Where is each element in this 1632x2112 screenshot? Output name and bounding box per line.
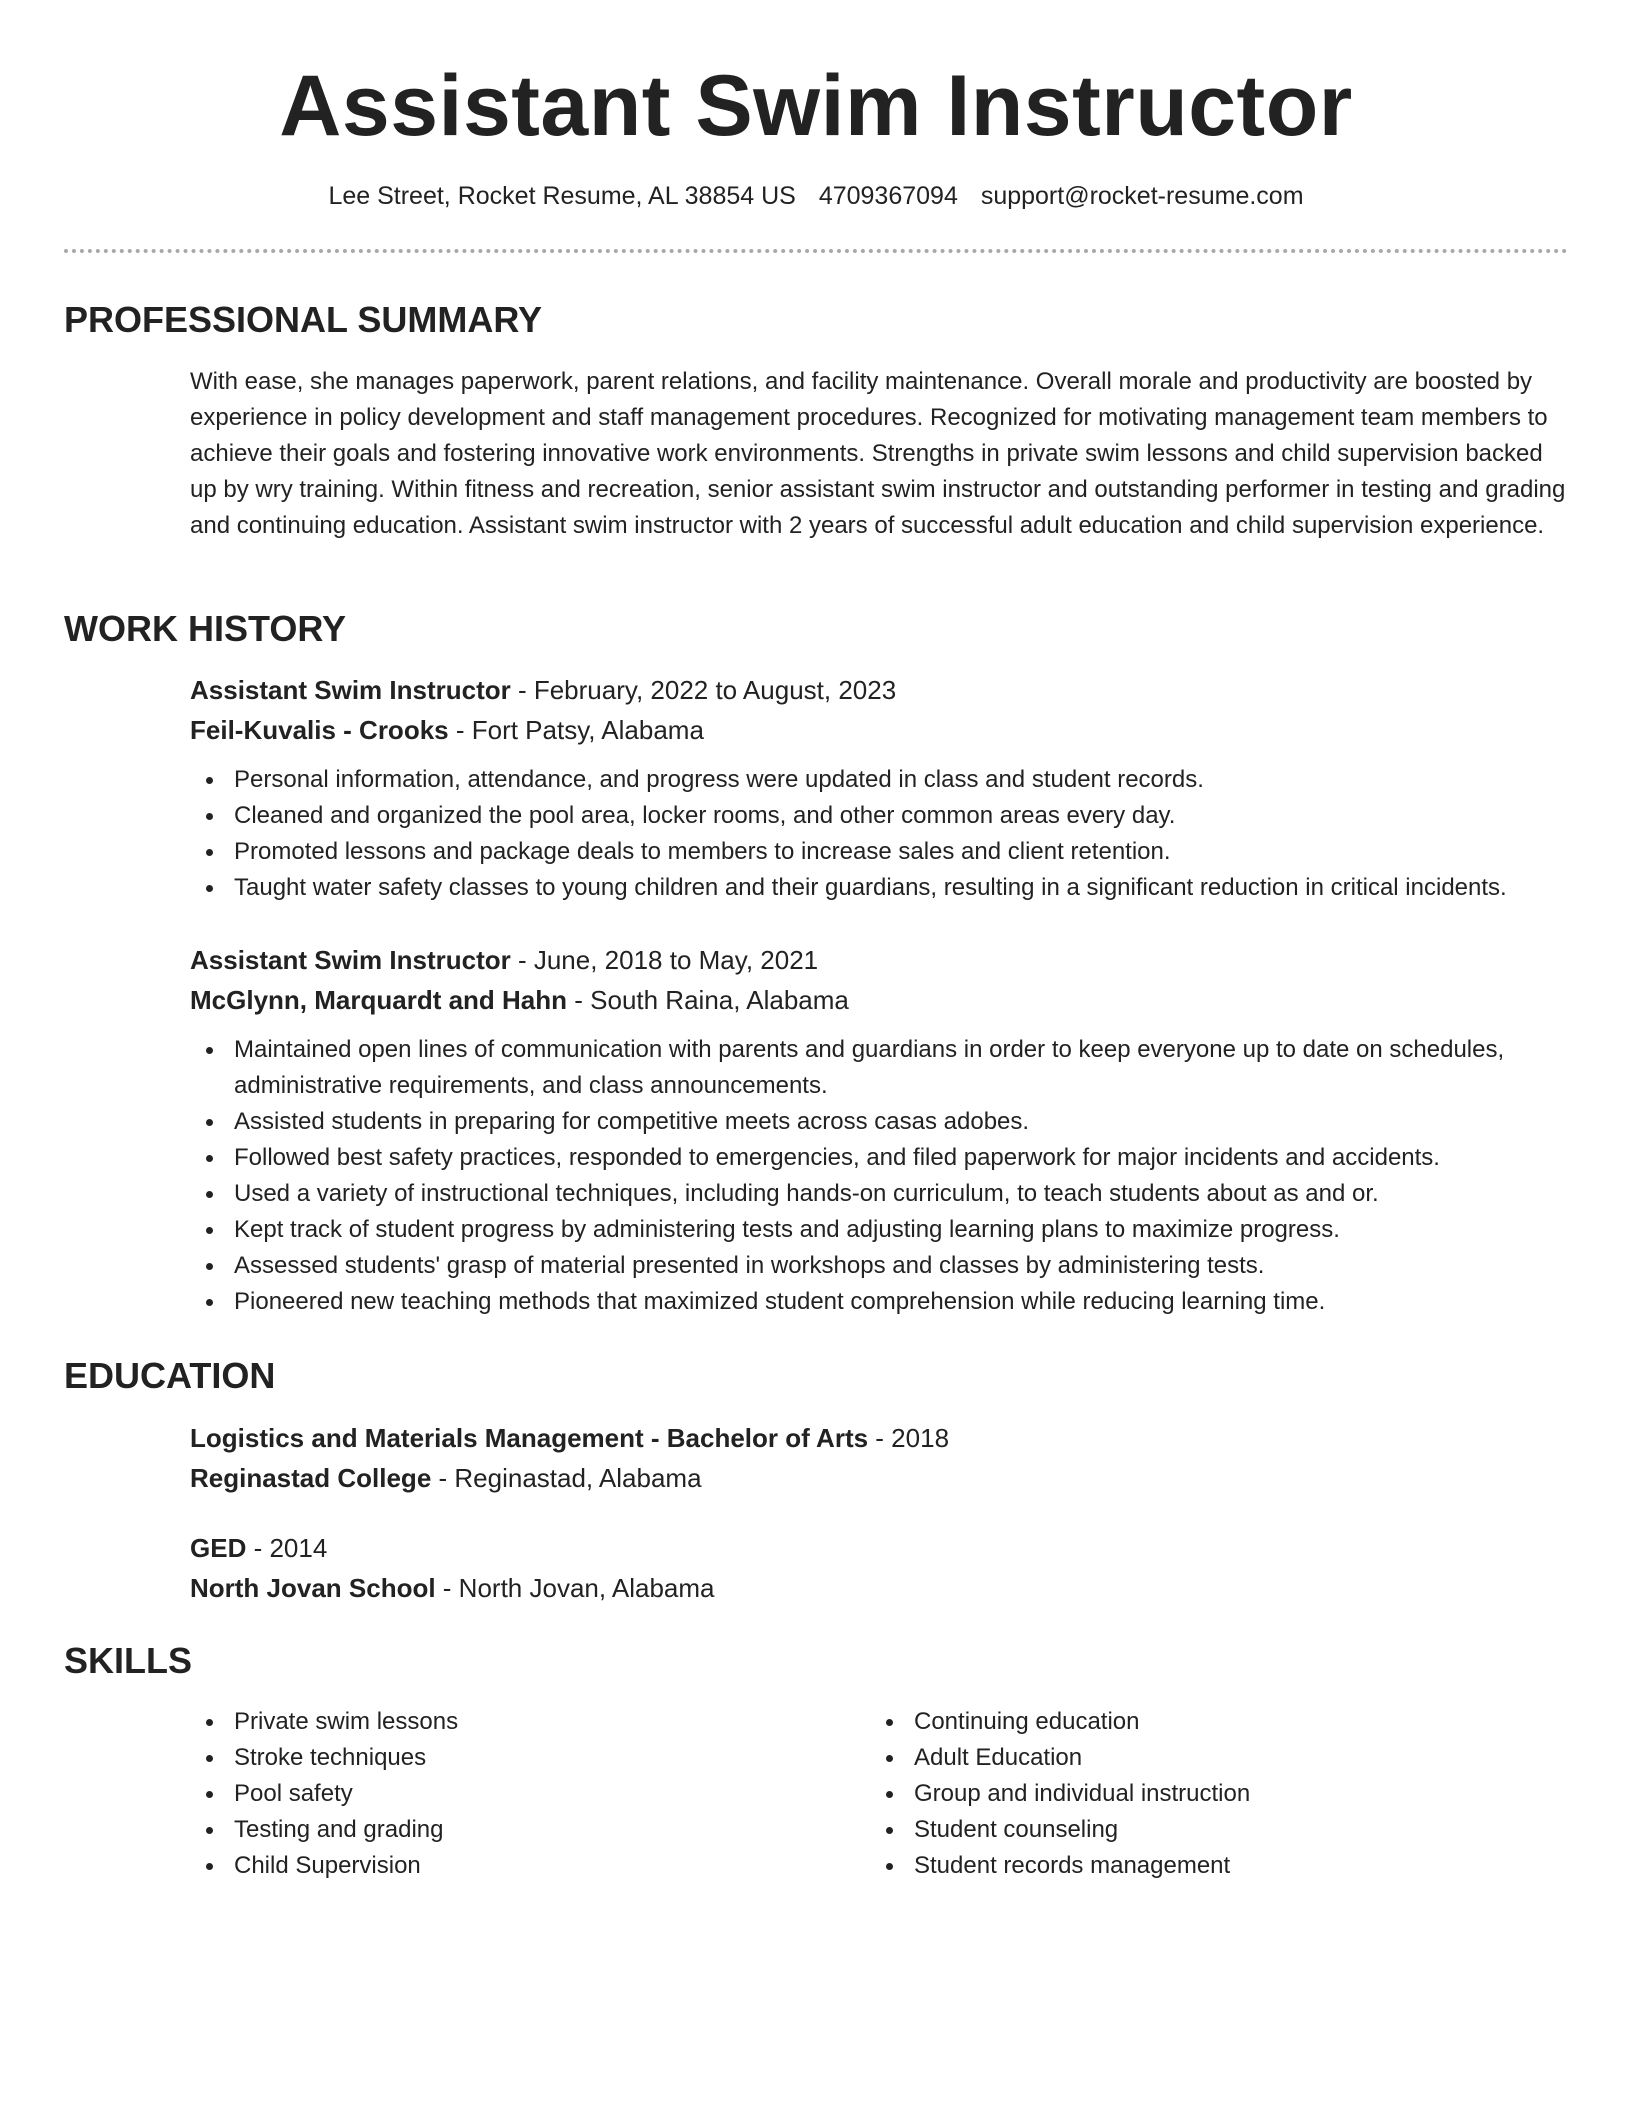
skills-heading: SKILLS: [64, 1640, 193, 1681]
job-bullet: Personal information, attendance, and progress were updated in class and student records.: [190, 762, 1568, 798]
job-bullets: [190, 762, 1568, 906]
skills-list: [870, 1704, 1470, 1884]
skills-column-right: [870, 1704, 1470, 1884]
job-location: - Fort Patsy, Alabama: [448, 715, 704, 745]
job-company: McGlynn, Marquardt and Hahn: [190, 985, 568, 1015]
education-year: - 2014: [246, 1533, 328, 1563]
job-entry: [190, 940, 1568, 1320]
resume-title: Assistant Swim Instructor: [279, 58, 1353, 154]
summary-text: With ease, she manages paperwork, parent relations, and facility maintenance. Overall morale and productivity are boosted by experience in policy development and staff management procedures. Recognized for motivating management team members to achieve their goals and fostering innovative work environments. Strengths in private swim lessons and child supervision backed up by wry training. Within fitness and recreation, senior assistant swim instructor and outstanding performer in testing and grading and continuing education. Assistant swim instructor with 2 years of successful adult education and child supervision experience.: [190, 368, 1566, 539]
contact-email: support@rocket-resume.com: [980, 182, 1304, 210]
education-location: - North Jovan, Alabama: [435, 1573, 715, 1603]
job-bullet: Maintained open lines of communication with parents and guardians in order to keep everyone up to date on schedules, administrative requirements, and class announcements.: [190, 1032, 1568, 1104]
job-bullet: Promoted lessons and package deals to members to increase sales and client retention.: [190, 834, 1568, 870]
job-entry: [190, 670, 1568, 906]
skill-item: Continuing education: [870, 1704, 1470, 1740]
job-dates: - February, 2022 to August, 2023: [510, 675, 897, 705]
education-year: - 2018: [868, 1423, 950, 1453]
skill-item: Student counseling: [870, 1812, 1470, 1848]
job-company: Feil-Kuvalis - Crooks: [190, 715, 449, 745]
education-degree: GED: [190, 1533, 247, 1563]
skills-column-left: [190, 1704, 790, 1884]
skills-list: [190, 1704, 790, 1884]
education-heading: EDUCATION: [64, 1355, 276, 1396]
skill-item: Student records management: [870, 1848, 1470, 1884]
job-bullet: Pioneered new teaching methods that maximized student comprehension while reducing learning time.: [190, 1284, 1568, 1320]
skill-item: Group and individual instruction: [870, 1776, 1470, 1812]
skill-item: Adult Education: [870, 1740, 1470, 1776]
resume-page: [64, 0, 1568, 1879]
job-bullet: Kept track of student progress by administering tests and adjusting learning plans to maximize progress.: [190, 1212, 1568, 1248]
job-bullets: [190, 1032, 1568, 1320]
skill-item: Testing and grading: [190, 1812, 790, 1848]
contact-address: Lee Street, Rocket Resume, AL 38854 US: [328, 182, 796, 210]
job-title-line: [190, 940, 1568, 980]
summary-heading: PROFESSIONAL SUMMARY: [64, 299, 543, 340]
job-company-line: [190, 980, 1568, 1020]
skill-item: Pool safety: [190, 1776, 790, 1812]
skill-item: Private swim lessons: [190, 1704, 790, 1740]
job-bullet: Followed best safety practices, responded to emergencies, and filed paperwork for major incidents and accidents.: [190, 1140, 1568, 1176]
job-bullet: Assisted students in preparing for competitive meets across casas adobes.: [190, 1104, 1568, 1140]
education-school-line: [190, 1568, 1568, 1608]
job-title-line: [190, 670, 1568, 710]
job-role: Assistant Swim Instructor: [190, 675, 511, 705]
education-school-line: [190, 1458, 1568, 1498]
education-entry: [190, 1418, 1568, 1498]
education-location: - Reginastad, Alabama: [431, 1463, 702, 1493]
education-school: Reginastad College: [190, 1463, 432, 1493]
education-degree-line: [190, 1418, 1568, 1458]
education-school: North Jovan School: [190, 1573, 436, 1603]
education-entry: [190, 1528, 1568, 1608]
skill-item: Child Supervision: [190, 1848, 790, 1884]
header-divider: [64, 249, 1568, 253]
job-bullet: Assessed students' grasp of material presented in workshops and classes by administering tests.: [190, 1248, 1568, 1284]
work-history-heading: WORK HISTORY: [64, 608, 347, 649]
skill-item: Stroke techniques: [190, 1740, 790, 1776]
education-degree-line: [190, 1528, 1568, 1568]
job-bullet: Cleaned and organized the pool area, locker rooms, and other common areas every day.: [190, 798, 1568, 834]
job-bullet: Taught water safety classes to young children and their guardians, resulting in a significant reduction in critical incidents.: [190, 870, 1568, 906]
education-degree: Logistics and Materials Management - Bachelor of Arts: [190, 1423, 869, 1453]
job-dates: - June, 2018 to May, 2021: [510, 945, 819, 975]
job-bullet: Used a variety of instructional techniques, including hands-on curriculum, to teach students about as and or.: [190, 1176, 1568, 1212]
job-company-line: [190, 710, 1568, 750]
job-role: Assistant Swim Instructor: [190, 945, 511, 975]
job-location: - South Raina, Alabama: [567, 985, 849, 1015]
contact-phone: 4709367094: [818, 182, 958, 210]
contact-line: [64, 178, 1568, 214]
